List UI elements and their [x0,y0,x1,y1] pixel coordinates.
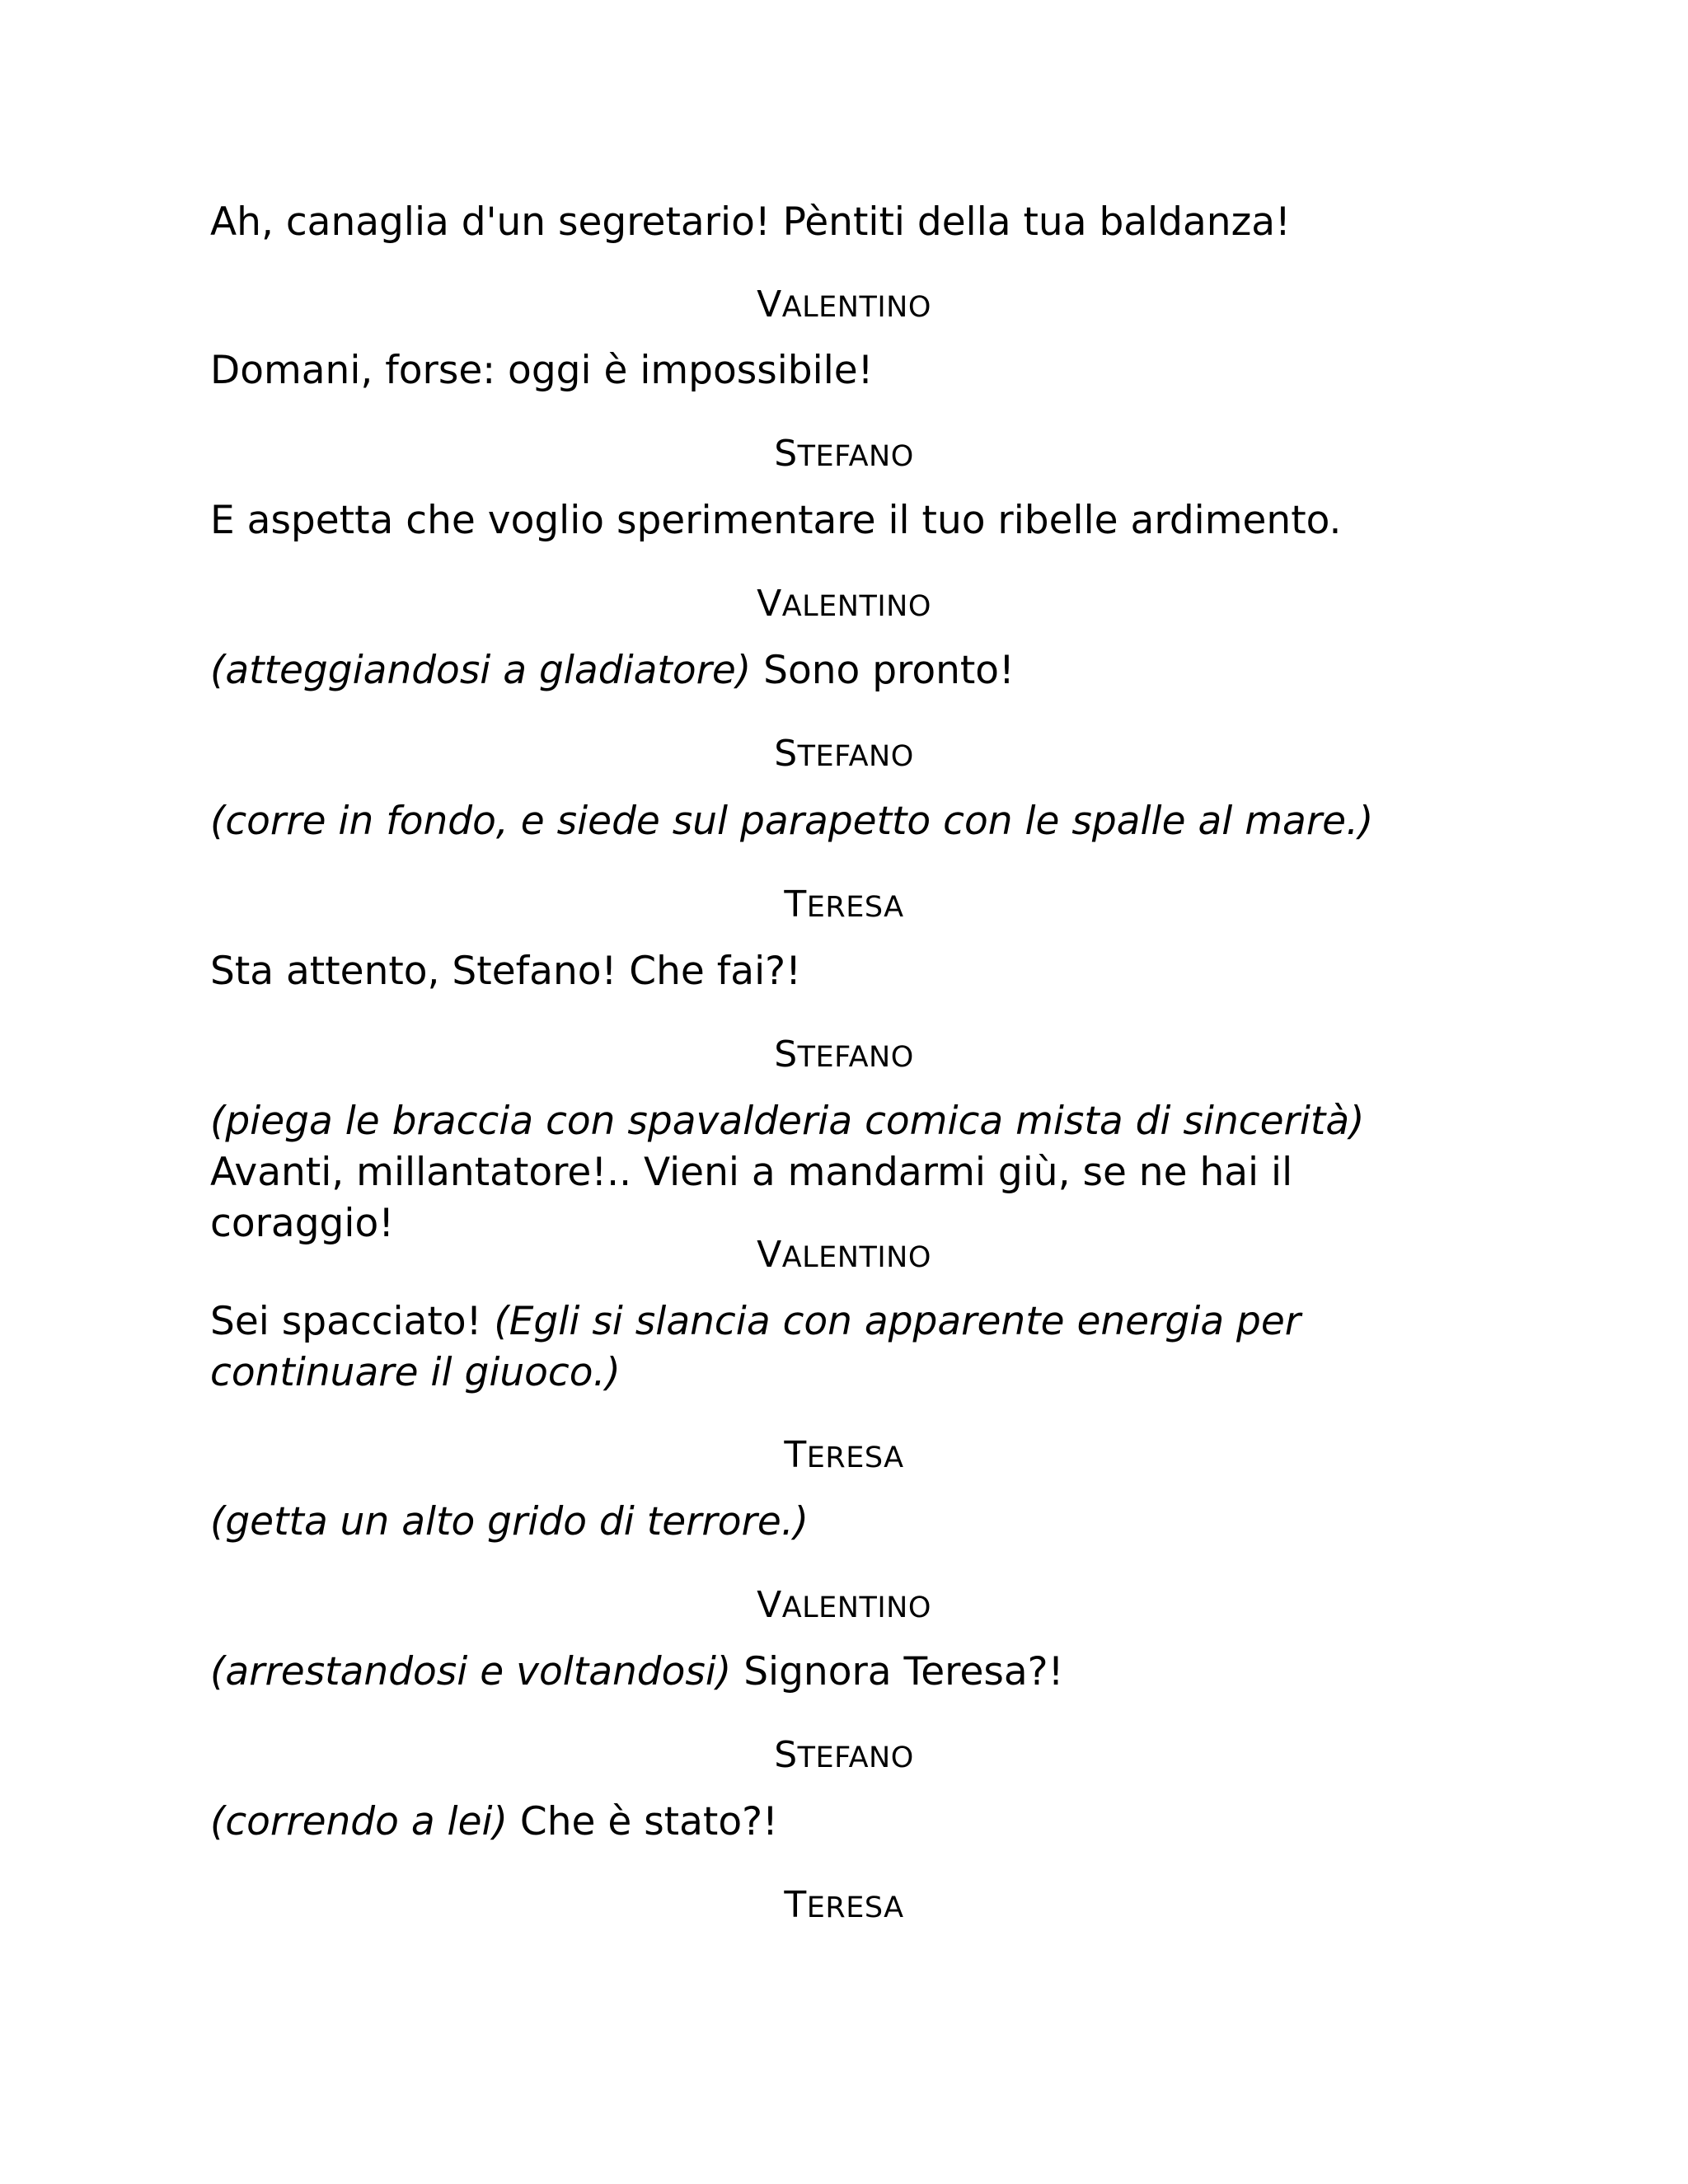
speaker-name [0,884,1688,928]
speaker-initial: T [784,1884,807,1926]
speaker-initial: S [774,433,798,475]
dialogue-text: Avanti, millantatore!.. Vieni a mandarmi giù, se ne hai il coraggio! [210,1150,1293,1246]
speaker-initial: S [774,1033,798,1076]
speaker-label [757,1235,931,1275]
dialogue-line [210,1497,1479,1548]
speaker-rest: ERESA [806,1891,904,1924]
dialogue-line [210,197,1479,248]
dialogue-text: Che è stato?! [507,1799,778,1844]
speaker-label [784,885,903,925]
speaker-label [757,1586,931,1625]
dialogue-text: Sta attento, Stefano! Che fai?! [210,949,801,994]
speaker-rest: ALENTINO [781,1591,931,1624]
dialogue-text: E aspetta che voglio sperimentare il tuo ribelle ardimento. [210,498,1342,543]
speaker-initial: T [784,883,807,926]
speaker-name [0,284,1688,328]
speaker-rest: TEFANO [797,440,914,473]
stage-direction: (atteggiandosi a gladiatore) [210,648,752,693]
speaker-initial: V [757,1234,782,1276]
speaker-label [774,734,914,774]
stage-direction: (correndo a lei) [210,1799,508,1844]
speaker-name [0,1885,1688,1929]
speaker-rest: TEFANO [797,1041,914,1074]
dialogue-text: Ah, canaglia d'un segretario! Pèntiti della tua baldanza! [210,199,1291,245]
speaker-rest: ALENTINO [781,291,931,324]
speaker-name [0,1435,1688,1479]
speaker-rest: TEFANO [797,1741,914,1774]
speaker-name [0,1235,1688,1278]
dialogue-text: Signora Teresa?! [731,1649,1064,1694]
stage-direction: (piega le braccia con spavalderia comica mista di sincerità) [210,1099,1365,1144]
dialogue-line [210,946,1479,997]
speaker-name [0,1034,1688,1078]
stage-direction: (Egli si slancia con apparente energia per continuare il giuoco.) [210,1299,1301,1395]
dialogue-text: Sei spacciato! [210,1299,495,1344]
speaker-rest: TEFANO [797,740,914,773]
speaker-label [774,1736,914,1775]
speaker-name [0,1735,1688,1779]
speaker-name [0,583,1688,627]
speaker-initial: S [774,733,798,775]
dialogue-line [210,1096,1479,1249]
dialogue-line [210,645,1479,696]
speaker-rest: ALENTINO [781,590,931,623]
speaker-label [784,1886,903,1925]
dialogue-text: Domani, forse: oggi è impossibile! [210,348,874,393]
speaker-rest: ERESA [806,891,904,924]
dialogue-line [210,1797,1479,1848]
speaker-rest: ERESA [806,1441,904,1474]
speaker-label [757,584,931,624]
speaker-name [0,434,1688,477]
speaker-name [0,733,1688,777]
speaker-initial: S [774,1734,798,1776]
speaker-label [774,434,914,474]
dialogue-line [210,1647,1479,1698]
speaker-initial: T [784,1434,807,1476]
dialogue-line [210,1296,1479,1399]
dialogue-line [210,796,1479,847]
speaker-rest: ALENTINO [781,1241,931,1274]
speaker-initial: V [757,1584,782,1626]
dialogue-text: Sono pronto! [751,648,1015,693]
stage-direction: (arrestandosi e voltandosi) [210,1649,732,1694]
speaker-name [0,1585,1688,1629]
stage-direction: (corre in fondo, e siede sul parapetto con le spalle al mare.) [210,799,1374,844]
dialogue-line [210,495,1479,546]
speaker-label [774,1035,914,1075]
speaker-label [757,285,931,325]
speaker-label [784,1436,903,1475]
dialogue-line [210,345,1479,396]
speaker-initial: V [757,583,782,625]
stage-direction: (getta un alto grido di terrore.) [210,1499,809,1544]
speaker-initial: V [757,284,782,326]
